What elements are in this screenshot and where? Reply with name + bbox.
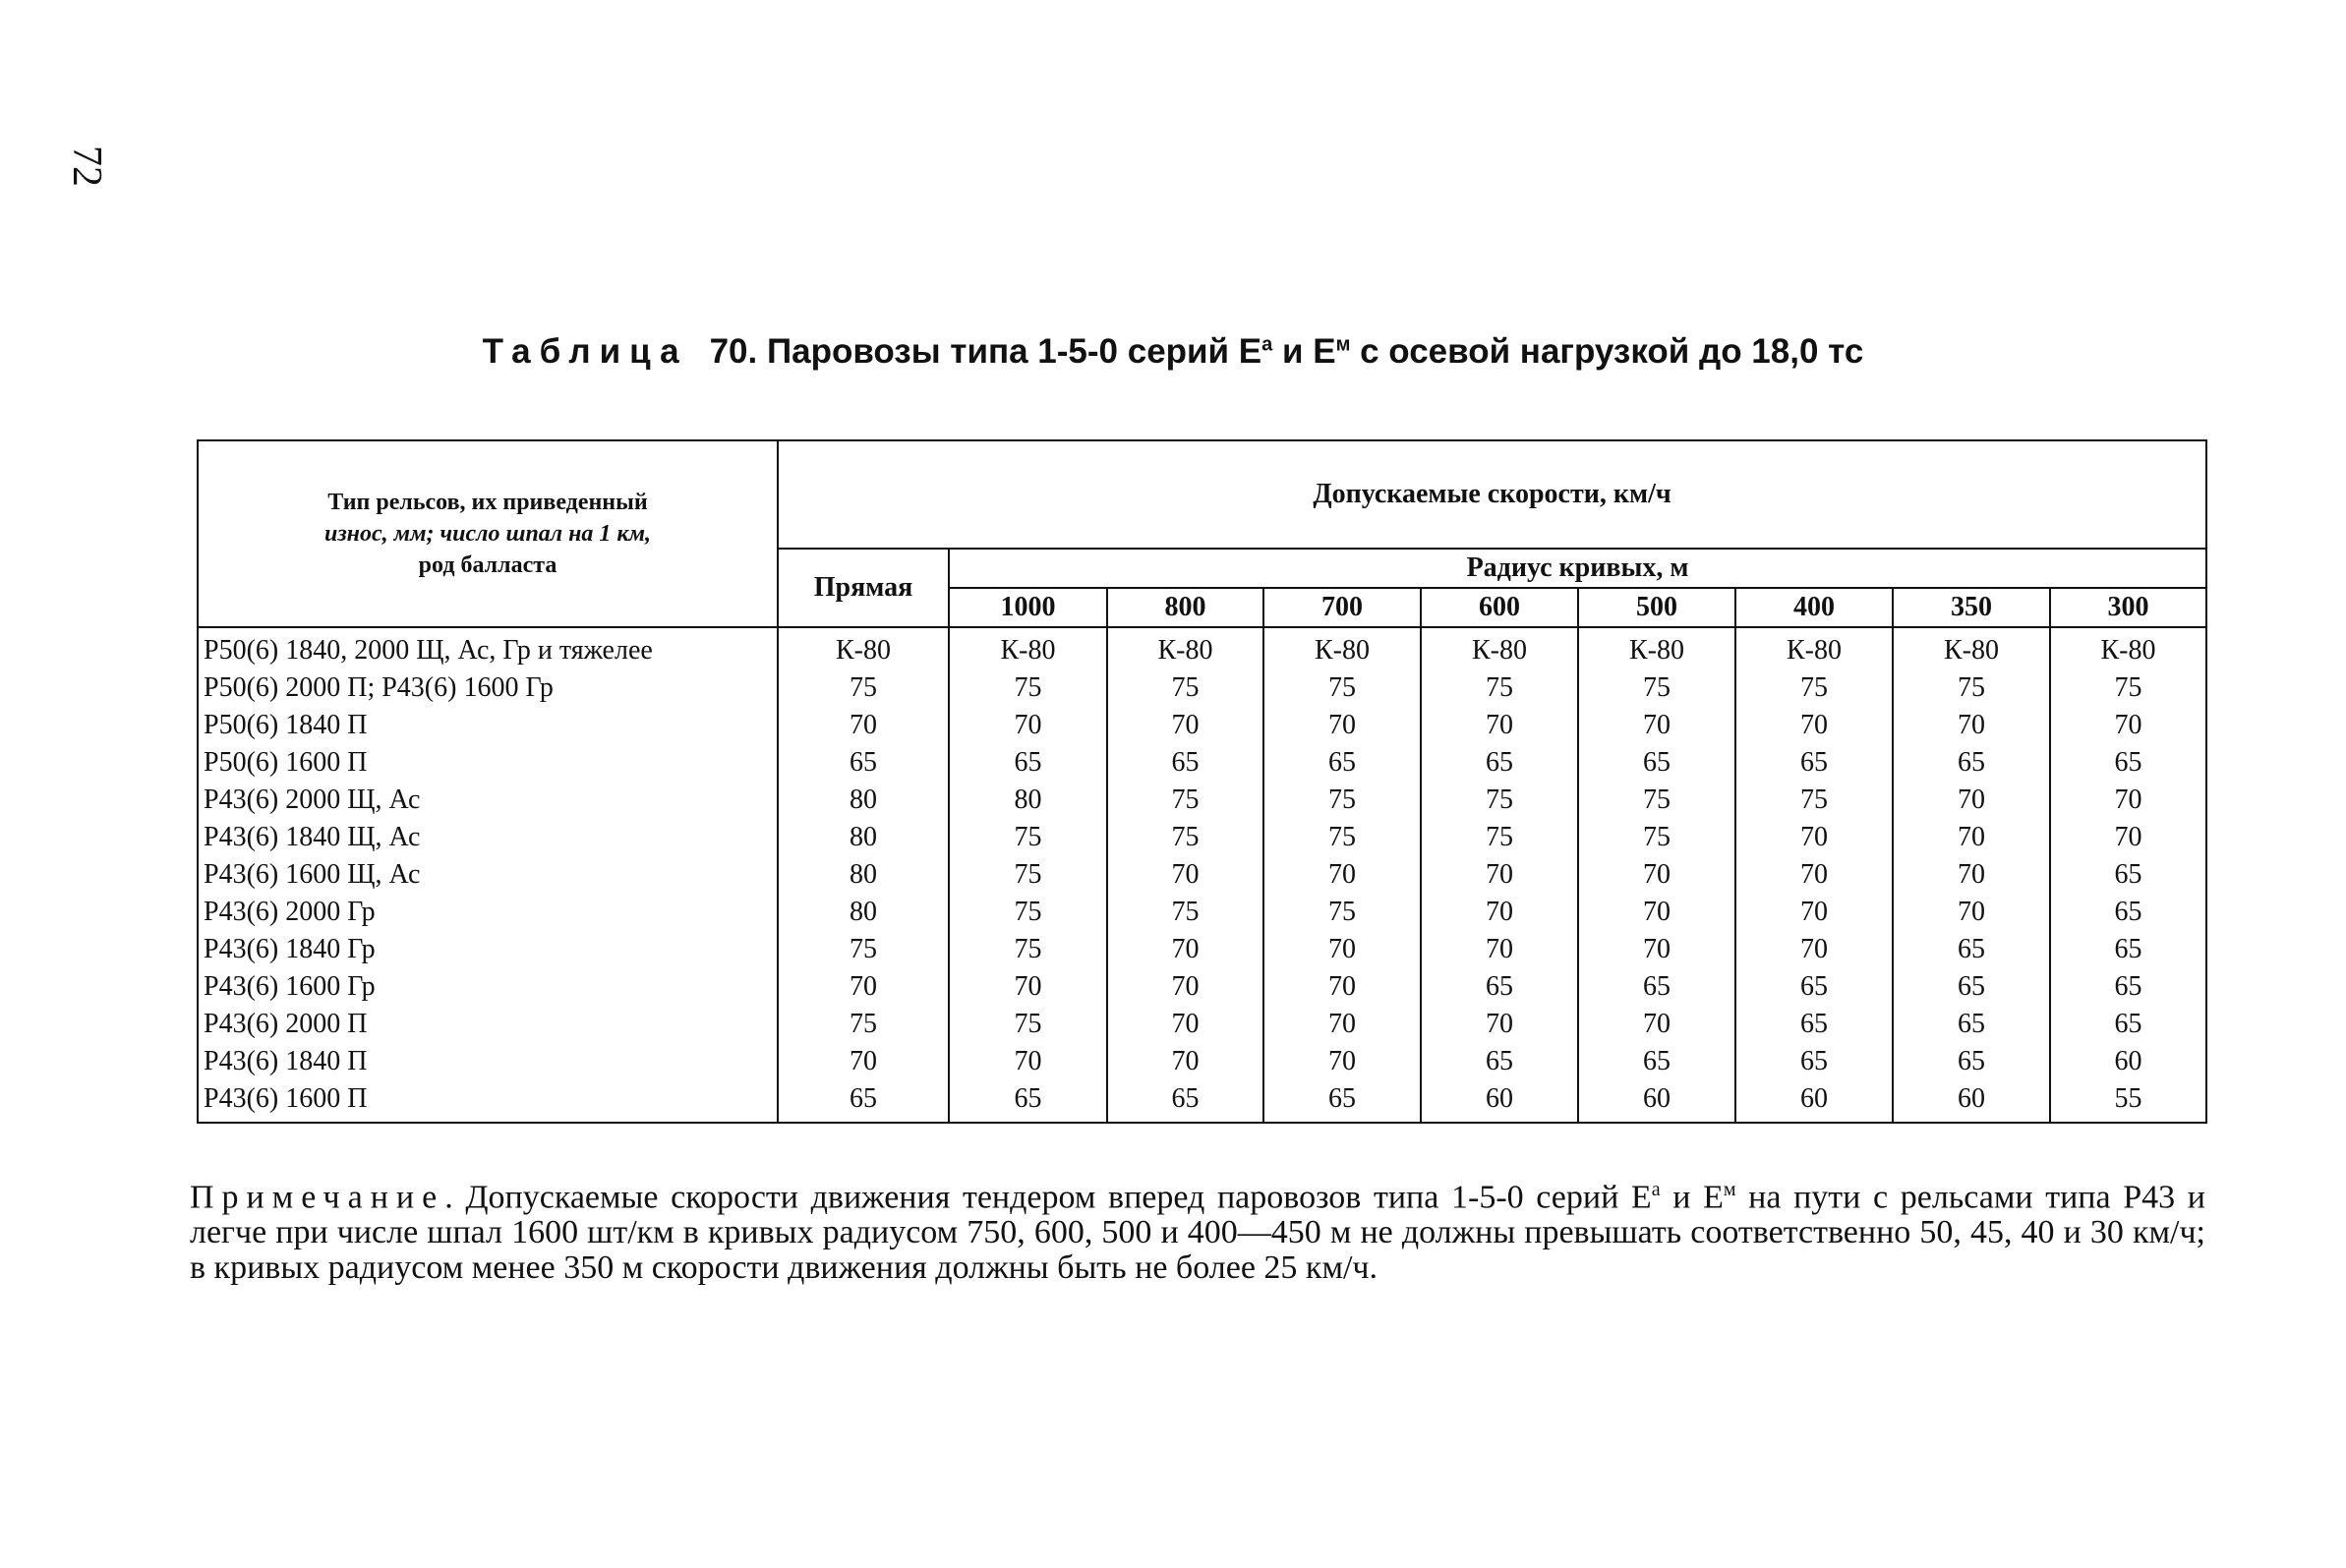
speed-radius-cell: 75 xyxy=(1578,782,1735,819)
table-row xyxy=(198,627,2206,669)
speed-radius-cell: 70 xyxy=(1263,931,1421,968)
speed-radius-cell: К-80 xyxy=(1735,627,1893,669)
speed-straight-cell: 80 xyxy=(778,894,949,931)
speed-radius-cell: 70 xyxy=(1421,931,1578,968)
title-text-1: 70. Паровозы типа 1-5-0 серий Е xyxy=(709,332,1262,371)
speed-straight-cell: 70 xyxy=(778,968,949,1006)
speed-radius-cell: 70 xyxy=(1893,707,2050,744)
table-title xyxy=(0,332,2346,372)
speed-radius-cell: 70 xyxy=(949,968,1107,1006)
speed-radius-cell: 70 xyxy=(1107,931,1263,968)
speed-radius-cell: 65 xyxy=(1421,968,1578,1006)
speed-radius-cell: 65 xyxy=(1893,1006,2050,1043)
table-note xyxy=(190,1172,2205,1286)
speed-radius-cell: 60 xyxy=(1893,1080,2050,1123)
header-radius-1000: 1000 xyxy=(949,588,1107,627)
speed-radius-cell: 65 xyxy=(1107,1080,1263,1123)
speed-radius-cell: 80 xyxy=(949,782,1107,819)
table-row xyxy=(198,782,2206,819)
speed-radius-cell: 65 xyxy=(1893,968,2050,1006)
speed-radius-cell: 75 xyxy=(1107,819,1263,856)
speed-radius-cell: 75 xyxy=(949,819,1107,856)
speed-straight-cell: 65 xyxy=(778,744,949,782)
speed-radius-cell: 70 xyxy=(1421,707,1578,744)
speed-radius-cell: 70 xyxy=(1263,707,1421,744)
rail-type-cell: Р50(6) 1600 П xyxy=(198,744,778,782)
speed-radius-cell: 70 xyxy=(1107,856,1263,894)
speed-radius-cell: 70 xyxy=(1893,894,2050,931)
speed-radius-cell: 75 xyxy=(1578,669,1735,707)
speed-radius-cell: 75 xyxy=(1107,894,1263,931)
table-caption-word: Таблица xyxy=(482,332,688,371)
speed-radius-cell: 65 xyxy=(1893,931,2050,968)
speed-radius-cell: 70 xyxy=(2050,707,2206,744)
speed-straight-cell: К-80 xyxy=(778,627,949,669)
speed-radius-cell: 70 xyxy=(1578,931,1735,968)
header-rail-type-line2: износ, мм; число шпал на 1 км, xyxy=(323,521,652,547)
speed-table-body xyxy=(198,627,2206,1123)
speed-radius-cell: 75 xyxy=(1107,782,1263,819)
speed-radius-cell: 65 xyxy=(1735,968,1893,1006)
speed-radius-cell: 75 xyxy=(949,931,1107,968)
speed-straight-cell: 80 xyxy=(778,819,949,856)
speed-radius-cell: 70 xyxy=(1735,819,1893,856)
speed-radius-cell: 70 xyxy=(2050,819,2206,856)
speed-radius-cell: 70 xyxy=(1578,856,1735,894)
table-row xyxy=(198,1006,2206,1043)
speed-radius-cell: 75 xyxy=(949,669,1107,707)
header-radius-350: 350 xyxy=(1893,588,2050,627)
speed-radius-cell: 70 xyxy=(1578,1006,1735,1043)
rail-type-cell: Р50(6) 1840 П xyxy=(198,707,778,744)
rail-type-cell: Р43(6) 1840 Щ, Ас xyxy=(198,819,778,856)
speed-radius-cell: 70 xyxy=(1893,856,2050,894)
speed-radius-cell: 70 xyxy=(1421,1006,1578,1043)
speed-radius-cell: 75 xyxy=(949,1006,1107,1043)
speed-radius-cell: 70 xyxy=(2050,782,2206,819)
speed-radius-cell: 55 xyxy=(2050,1080,2206,1123)
rail-type-cell: Р43(6) 2000 Гр xyxy=(198,894,778,931)
speed-radius-cell: 75 xyxy=(1421,782,1578,819)
speed-radius-cell: 75 xyxy=(1263,669,1421,707)
speed-radius-cell: К-80 xyxy=(1893,627,2050,669)
speed-radius-cell: 70 xyxy=(1107,1006,1263,1043)
speed-radius-cell: 75 xyxy=(1735,782,1893,819)
header-straight: Прямая xyxy=(778,549,949,627)
rail-type-cell: Р43(6) 2000 П xyxy=(198,1006,778,1043)
speed-radius-cell: К-80 xyxy=(949,627,1107,669)
speed-straight-cell: 80 xyxy=(778,856,949,894)
speed-radius-cell: 70 xyxy=(1421,856,1578,894)
table-row xyxy=(198,707,2206,744)
speed-radius-cell: 75 xyxy=(949,856,1107,894)
speed-radius-cell: 65 xyxy=(949,1080,1107,1123)
speed-radius-cell: 65 xyxy=(1263,1080,1421,1123)
speed-radius-cell: 65 xyxy=(1735,1043,1893,1080)
table-row xyxy=(198,819,2206,856)
speed-radius-cell: 60 xyxy=(1735,1080,1893,1123)
header-radius-700: 700 xyxy=(1263,588,1421,627)
title-sup-a: а xyxy=(1261,333,1273,356)
table-row xyxy=(198,1080,2206,1123)
speed-radius-cell: 65 xyxy=(1578,968,1735,1006)
title-text-3: с осевой нагрузкой до 18,0 тс xyxy=(1350,332,1864,371)
speed-radius-cell: 75 xyxy=(1107,669,1263,707)
speed-radius-cell: 75 xyxy=(949,894,1107,931)
page-number: 72 xyxy=(64,145,109,187)
table-row xyxy=(198,1043,2206,1080)
rail-type-cell: Р43(6) 1600 Гр xyxy=(198,968,778,1006)
speed-radius-cell: 70 xyxy=(1263,856,1421,894)
speed-radius-cell: 75 xyxy=(1263,782,1421,819)
speed-radius-cell: К-80 xyxy=(1107,627,1263,669)
speed-radius-cell: 70 xyxy=(1735,707,1893,744)
speed-radius-cell: 65 xyxy=(2050,744,2206,782)
speed-radius-cell: 65 xyxy=(1893,1043,2050,1080)
rail-type-cell: Р43(6) 1600 П xyxy=(198,1080,778,1123)
header-rail-type-line3: род балласта xyxy=(418,552,557,578)
rail-type-cell: Р43(6) 2000 Щ, Ас xyxy=(198,782,778,819)
speed-radius-cell: 65 xyxy=(1893,744,2050,782)
title-text-2: и Е xyxy=(1272,332,1336,371)
header-radius-300: 300 xyxy=(2050,588,2206,627)
speed-radius-cell: 65 xyxy=(1735,1006,1893,1043)
speed-radius-cell: 60 xyxy=(2050,1043,2206,1080)
speed-radius-cell: 60 xyxy=(1421,1080,1578,1123)
speed-radius-cell: 65 xyxy=(2050,968,2206,1006)
speed-radius-cell: 70 xyxy=(1735,894,1893,931)
speed-radius-cell: 70 xyxy=(1263,1043,1421,1080)
speed-radius-cell: 70 xyxy=(1735,931,1893,968)
speed-radius-cell: 75 xyxy=(1735,669,1893,707)
speed-radius-cell: 65 xyxy=(1107,744,1263,782)
speed-radius-cell: К-80 xyxy=(1578,627,1735,669)
speed-radius-cell: 70 xyxy=(1107,707,1263,744)
note-lead: Примечание xyxy=(190,1179,445,1216)
note-text-1: . Допускаемые скорости движения тендером вперед паровозов типа 1-5-0 серий Е xyxy=(444,1179,1652,1216)
header-radius-800: 800 xyxy=(1107,588,1263,627)
speed-radius-cell: 60 xyxy=(1578,1080,1735,1123)
speed-radius-cell: 75 xyxy=(1263,819,1421,856)
speed-straight-cell: 70 xyxy=(778,707,949,744)
speed-radius-cell: 75 xyxy=(1421,819,1578,856)
speed-radius-cell: 65 xyxy=(1421,744,1578,782)
speed-radius-cell: 65 xyxy=(1578,744,1735,782)
speed-radius-cell: 70 xyxy=(1893,782,2050,819)
rail-type-cell: Р43(6) 1600 Щ, Ас xyxy=(198,856,778,894)
speed-radius-cell: 70 xyxy=(1421,894,1578,931)
speed-radius-cell: 70 xyxy=(949,707,1107,744)
speed-radius-cell: 65 xyxy=(2050,856,2206,894)
note-text-2: и Е xyxy=(1660,1179,1724,1216)
speed-radius-cell: 65 xyxy=(2050,931,2206,968)
title-sup-m: м xyxy=(1335,333,1351,356)
speed-radius-cell: 65 xyxy=(2050,894,2206,931)
header-rail-type-line1: Тип рельсов, их приведенный xyxy=(327,490,648,515)
speed-radius-cell: 70 xyxy=(1893,819,2050,856)
header-radius-500: 500 xyxy=(1578,588,1735,627)
speed-radius-cell: 75 xyxy=(1578,819,1735,856)
speed-radius-cell: 70 xyxy=(1263,1006,1421,1043)
speed-radius-cell: К-80 xyxy=(1263,627,1421,669)
header-allowed-speeds: Допускаемые скорости, км/ч xyxy=(778,440,2206,549)
speed-table xyxy=(197,439,2207,1124)
table-row xyxy=(198,669,2206,707)
speed-straight-cell: 75 xyxy=(778,669,949,707)
speed-radius-cell: 65 xyxy=(1735,744,1893,782)
table-row xyxy=(198,894,2206,931)
note-text-3: на пути с рельсами типа Р43 и легче при числе шпал 1600 шт/км в кривых радиусом 750, 600, 500 и 400—450 м не должны превышать соответственно 50, 45, 40 и 30 км/ч; в кривых радиусом менее 350 м скорости движения должны быть не более 25 км/ч. xyxy=(190,1179,2205,1287)
speed-straight-cell: 75 xyxy=(778,931,949,968)
speed-radius-cell: 70 xyxy=(1107,968,1263,1006)
header-rail-type xyxy=(198,440,778,627)
note-sup-m: м xyxy=(1723,1179,1736,1200)
speed-straight-cell: 80 xyxy=(778,782,949,819)
speed-radius-cell: 70 xyxy=(1107,1043,1263,1080)
table-row xyxy=(198,744,2206,782)
speed-radius-cell: 70 xyxy=(1578,707,1735,744)
speed-radius-cell: 70 xyxy=(1263,968,1421,1006)
speed-radius-cell: 75 xyxy=(1421,669,1578,707)
header-curve-radius: Радиус кривых, м xyxy=(949,549,2206,588)
speed-radius-cell: 75 xyxy=(2050,669,2206,707)
speed-radius-cell: 70 xyxy=(1735,856,1893,894)
rail-type-cell: Р43(6) 1840 Гр xyxy=(198,931,778,968)
speed-radius-cell: 65 xyxy=(2050,1006,2206,1043)
header-radius-600: 600 xyxy=(1421,588,1578,627)
speed-radius-cell: 65 xyxy=(1421,1043,1578,1080)
speed-straight-cell: 75 xyxy=(778,1006,949,1043)
speed-radius-cell: 70 xyxy=(949,1043,1107,1080)
speed-radius-cell: 65 xyxy=(1263,744,1421,782)
speed-radius-cell: 70 xyxy=(1578,894,1735,931)
speed-radius-cell: К-80 xyxy=(1421,627,1578,669)
speed-straight-cell: 70 xyxy=(778,1043,949,1080)
speed-straight-cell: 65 xyxy=(778,1080,949,1123)
rail-type-cell: Р50(6) 1840, 2000 Щ, Ас, Гр и тяжелее xyxy=(198,627,778,669)
speed-radius-cell: 75 xyxy=(1263,894,1421,931)
speed-radius-cell: 75 xyxy=(1893,669,2050,707)
rail-type-cell: Р43(6) 1840 П xyxy=(198,1043,778,1080)
table-row xyxy=(198,968,2206,1006)
speed-radius-cell: К-80 xyxy=(2050,627,2206,669)
rail-type-cell: Р50(6) 2000 П; Р43(6) 1600 Гр xyxy=(198,669,778,707)
table-row xyxy=(198,931,2206,968)
speed-radius-cell: 65 xyxy=(1578,1043,1735,1080)
table-row xyxy=(198,856,2206,894)
speed-radius-cell: 65 xyxy=(949,744,1107,782)
note-sup-a: а xyxy=(1651,1179,1661,1200)
header-radius-400: 400 xyxy=(1735,588,1893,627)
